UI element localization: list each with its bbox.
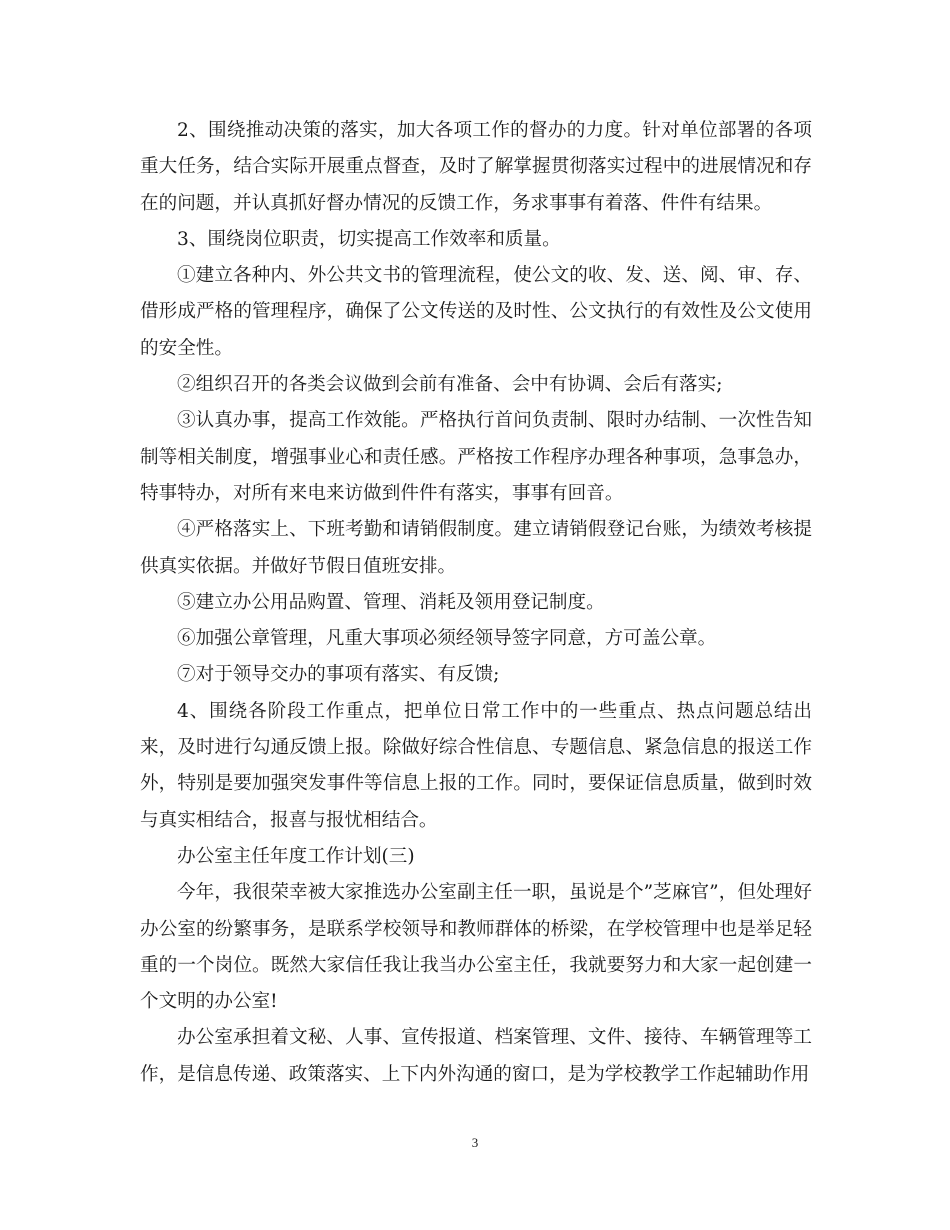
paragraph-document-flow: ①建立各种内、外公共文书的管理流程，使公文的收、发、送、阅、审、存、借形成严格的管理程序，确保了公文传送的及时性、公文执行的有效性及公文使用的安全性。	[140, 265, 812, 359]
paragraph-supervision: 2、围绕推动决策的落实，加大各项工作的督办的力度。针对单位部署的各项重大任务，结合实际开展重点督查，及时了解掌握贯彻落实过程中的进展情况和存在的问题，并认真抓好督办情况的反馈工作，务求事事有着落、件件有结果。	[140, 120, 812, 214]
paragraph-office-role: 办公室承担着文秘、人事、宣传报道、档案管理、文件、接待、车辆管理等工作，是信息传递、政策落实、上下内外沟通的窗口，是为学校教学工作起辅助作用	[140, 1027, 812, 1085]
section-heading: 办公室主任年度工作计划(三)	[177, 845, 415, 867]
paragraph-supplies: ⑤建立办公用品购置、管理、消耗及领用登记制度。	[177, 591, 605, 613]
paragraph-feedback: ⑦对于领导交办的事项有落实、有反馈;	[177, 664, 500, 686]
paragraph-attendance: ④严格落实上、下班考勤和请销假制度。建立请销假登记台账，为绩效考核提供真实依据。并做好节假日值班安排。	[140, 519, 812, 577]
paragraph-introduction: 今年，我很荣幸被大家推选办公室副主任一职，虽说是个”芝麻官”，但处理好办公室的纷繁事务，是联系学校领导和教师群体的桥梁，在学校管理中也是举足轻重的一个岗位。既然大家信任我让我当办公室主任，我就要努力和大家一起创建一个文明的办公室!	[140, 882, 812, 1013]
paragraph-efficiency: ③认真办事，提高工作效能。严格执行首问负责制、限时办结制、一次性告知制等相关制度，增强事业心和责任感。严格按工作程序办理各种事项，急事急办，特事特办，对所有来电来访做到件件有落实，事事有回音。	[140, 410, 812, 504]
paragraph-seal: ⑥加强公章管理，凡重大事项必须经领导签字同意，方可盖公章。	[177, 628, 717, 650]
paragraph-job-duties: 3、围绕岗位职责，切实提高工作效率和质量。	[177, 228, 561, 250]
paragraph-information-reporting: 4、围绕各阶段工作重点，把单位日常工作中的一些重点、热点问题总结出来，及时进行勾通反馈上报。除做好综合性信息、专题信息、紧急信息的报送工作外，特别是要加强突发事件等信息上报的工作。同时，要保证信息质量，做到时效与真实相结合，报喜与报忧相结合。	[140, 700, 812, 831]
paragraph-meetings: ②组织召开的各类会议做到会前有准备、会中有协调、会后有落实;	[177, 374, 723, 396]
page-number: 3	[471, 1135, 479, 1150]
document-body	[140, 113, 812, 1093]
